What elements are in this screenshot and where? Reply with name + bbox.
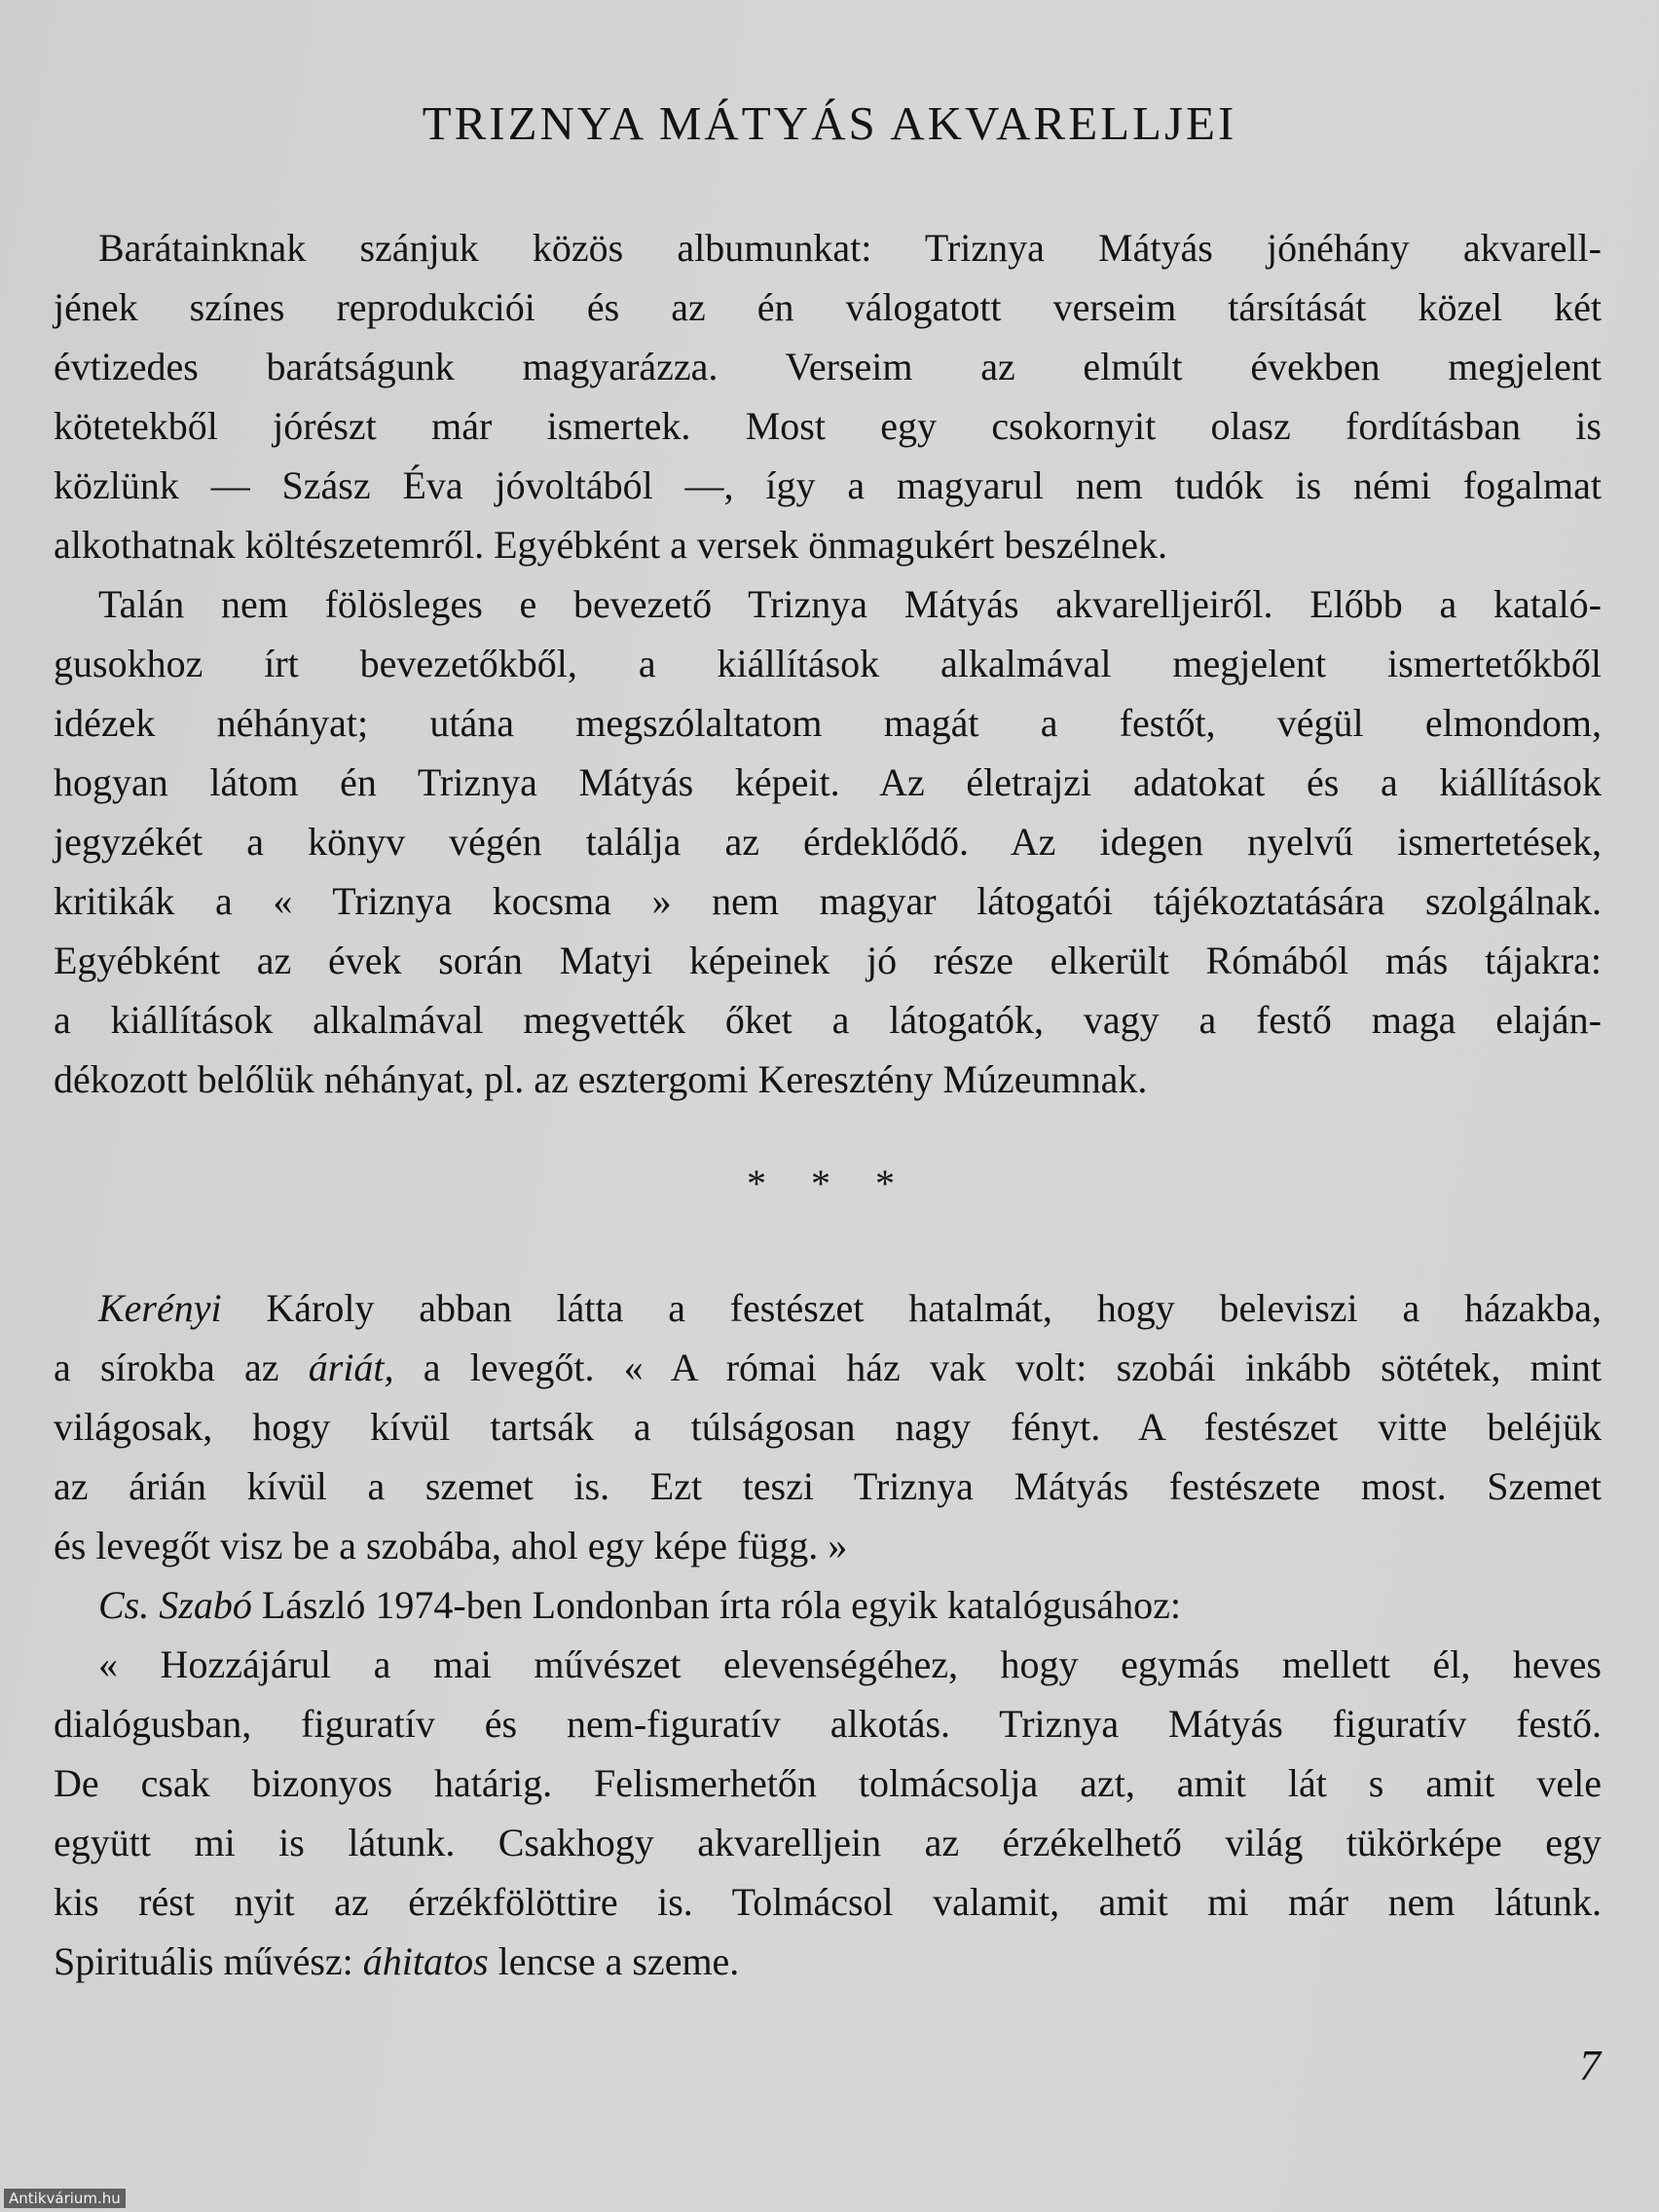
text-line bbox=[54, 990, 1602, 1050]
watermark-credit: Antikvárium.hu bbox=[4, 2189, 126, 2208]
text-line bbox=[54, 1635, 1602, 1694]
italic-text: áriát, bbox=[308, 1346, 394, 1389]
text-line bbox=[54, 693, 1602, 753]
text-segment: együtt mi is látunk. Csakhogy akvarelljein az érzékelhető világ tükörképe egy bbox=[54, 1821, 1602, 1864]
text-line bbox=[54, 1753, 1602, 1813]
text-segment: idézek néhányat; utána megszólaltatom magát a festőt, végül elmondom, bbox=[54, 701, 1602, 745]
text-segment: világosak, hogy kívül tartsák a túlságosan nagy fényt. A festészet vitte beléjük bbox=[54, 1405, 1602, 1449]
text-segment: és levegőt visz be a szobába, ahol egy képe függ. » bbox=[54, 1524, 848, 1567]
text-segment: dékozott belőlük néhányat, pl. az esztergomi Keresztény Múzeumnak. bbox=[54, 1057, 1148, 1101]
text-segment: « Hozzájárul a mai művészet elevenségéhez, hogy egymás mellett él, heves bbox=[98, 1642, 1602, 1686]
text-segment: Spirituális művész: bbox=[54, 1939, 363, 1983]
text-segment: gusokhoz írt bevezetőkből, a kiállítások alkalmával megjelent ismertetőkből bbox=[54, 642, 1602, 685]
text-segment: jegyzékét a könyv végén találja az érdeklődő. Az idegen nyelvű ismertetések, bbox=[54, 820, 1602, 864]
page-title: TRIZNYA MÁTYÁS AKVARELLJEI bbox=[422, 96, 1237, 150]
italic-text: Kerényi bbox=[98, 1286, 222, 1330]
text-line bbox=[54, 1872, 1602, 1932]
text-line bbox=[54, 812, 1602, 871]
text-segment: De csak bizonyos határig. Felismerhetőn tolmácsolja azt, amit lát s amit vele bbox=[54, 1761, 1602, 1805]
italic-text: Cs. Szabó bbox=[98, 1583, 252, 1627]
text-line bbox=[54, 634, 1602, 693]
text-segment: hogyan látom én Triznya Mátyás képeit. Az életrajzi adatokat és a kiállítások bbox=[54, 760, 1602, 804]
text-line bbox=[54, 277, 1602, 337]
italic-text: áhitatos bbox=[362, 1939, 489, 1983]
text-segment: Egyébként az évek során Matyi képeinek jó része elkerült Rómából más tájakra: bbox=[54, 939, 1602, 982]
text-line bbox=[54, 1338, 1602, 1397]
text-line bbox=[54, 1516, 1602, 1575]
text-segment: lencse a szeme. bbox=[488, 1939, 740, 1983]
text-segment: Barátainknak szánjuk közös albumunkat: Triznya Mátyás jónéhány akvarell- bbox=[98, 226, 1602, 270]
text-segment: László 1974-ben Londonban írta róla egyik katalógusához: bbox=[251, 1583, 1181, 1627]
text-line bbox=[54, 1813, 1602, 1872]
text-segment: közlünk — Szász Éva jóvoltából —, így a magyarul nem tudók is némi fogalmat bbox=[54, 463, 1602, 507]
text-line bbox=[54, 218, 1602, 277]
text-segment: kritikák a « Triznya kocsma » nem magyar látogatói tájékoztatására szolgálnak. bbox=[54, 879, 1602, 923]
text-segment: a kiállítások alkalmával megvették őket a látogatók, vagy a festő maga elaján- bbox=[54, 998, 1602, 1042]
text-segment: Talán nem fölösleges e bevezető Triznya Mátyás akvarelljeiről. Előbb a kataló- bbox=[98, 582, 1602, 626]
text-segment: jének színes reprodukciói és az én válogatott verseim társítását közel két bbox=[54, 285, 1602, 329]
text-line bbox=[54, 1050, 1602, 1109]
text-line bbox=[54, 456, 1602, 515]
text-line bbox=[54, 753, 1602, 812]
text-line bbox=[54, 1278, 1602, 1338]
text-segment: a levegőt. « A római ház vak volt: szobái inkább sötétek, mint bbox=[393, 1346, 1603, 1389]
text-segment: a sírokba az bbox=[54, 1346, 309, 1389]
text-section-2 bbox=[54, 1278, 1602, 1991]
text-line bbox=[54, 1932, 1602, 1991]
text-line bbox=[54, 515, 1602, 574]
text-segment: az árián kívül a szemet is. Ezt teszi Triznya Mátyás festészete most. Szemet bbox=[54, 1464, 1602, 1508]
text-line bbox=[54, 1397, 1602, 1456]
text-segment: alkothatnak költészetemről. Egyébként a versek önmagukért beszélnek. bbox=[54, 523, 1168, 567]
text-section-1 bbox=[54, 218, 1602, 1109]
page-number: 7 bbox=[1579, 2042, 1601, 2089]
text-line bbox=[54, 574, 1602, 634]
section-separator: * * * bbox=[747, 1161, 912, 1205]
text-segment: Károly abban látta a festészet hatalmát, hogy beleviszi a házakba, bbox=[221, 1286, 1602, 1330]
text-segment: kis rést nyit az érzékfölöttire is. Tolmácsol valamit, amit mi már nem látunk. bbox=[54, 1880, 1602, 1924]
text-segment: évtizedes barátságunk magyarázza. Verseim az elmúlt években megjelent bbox=[54, 345, 1602, 388]
text-line bbox=[54, 1575, 1602, 1635]
text-segment: dialógusban, figuratív és nem-figuratív alkotás. Triznya Mátyás figuratív festő. bbox=[54, 1702, 1602, 1746]
text-line bbox=[54, 1456, 1602, 1516]
text-line bbox=[54, 871, 1602, 931]
text-line bbox=[54, 931, 1602, 990]
text-line bbox=[54, 337, 1602, 396]
text-line bbox=[54, 1694, 1602, 1753]
text-segment: kötetekből jórészt már ismertek. Most egy csokornyit olasz fordításban is bbox=[54, 404, 1602, 448]
text-line bbox=[54, 396, 1602, 456]
